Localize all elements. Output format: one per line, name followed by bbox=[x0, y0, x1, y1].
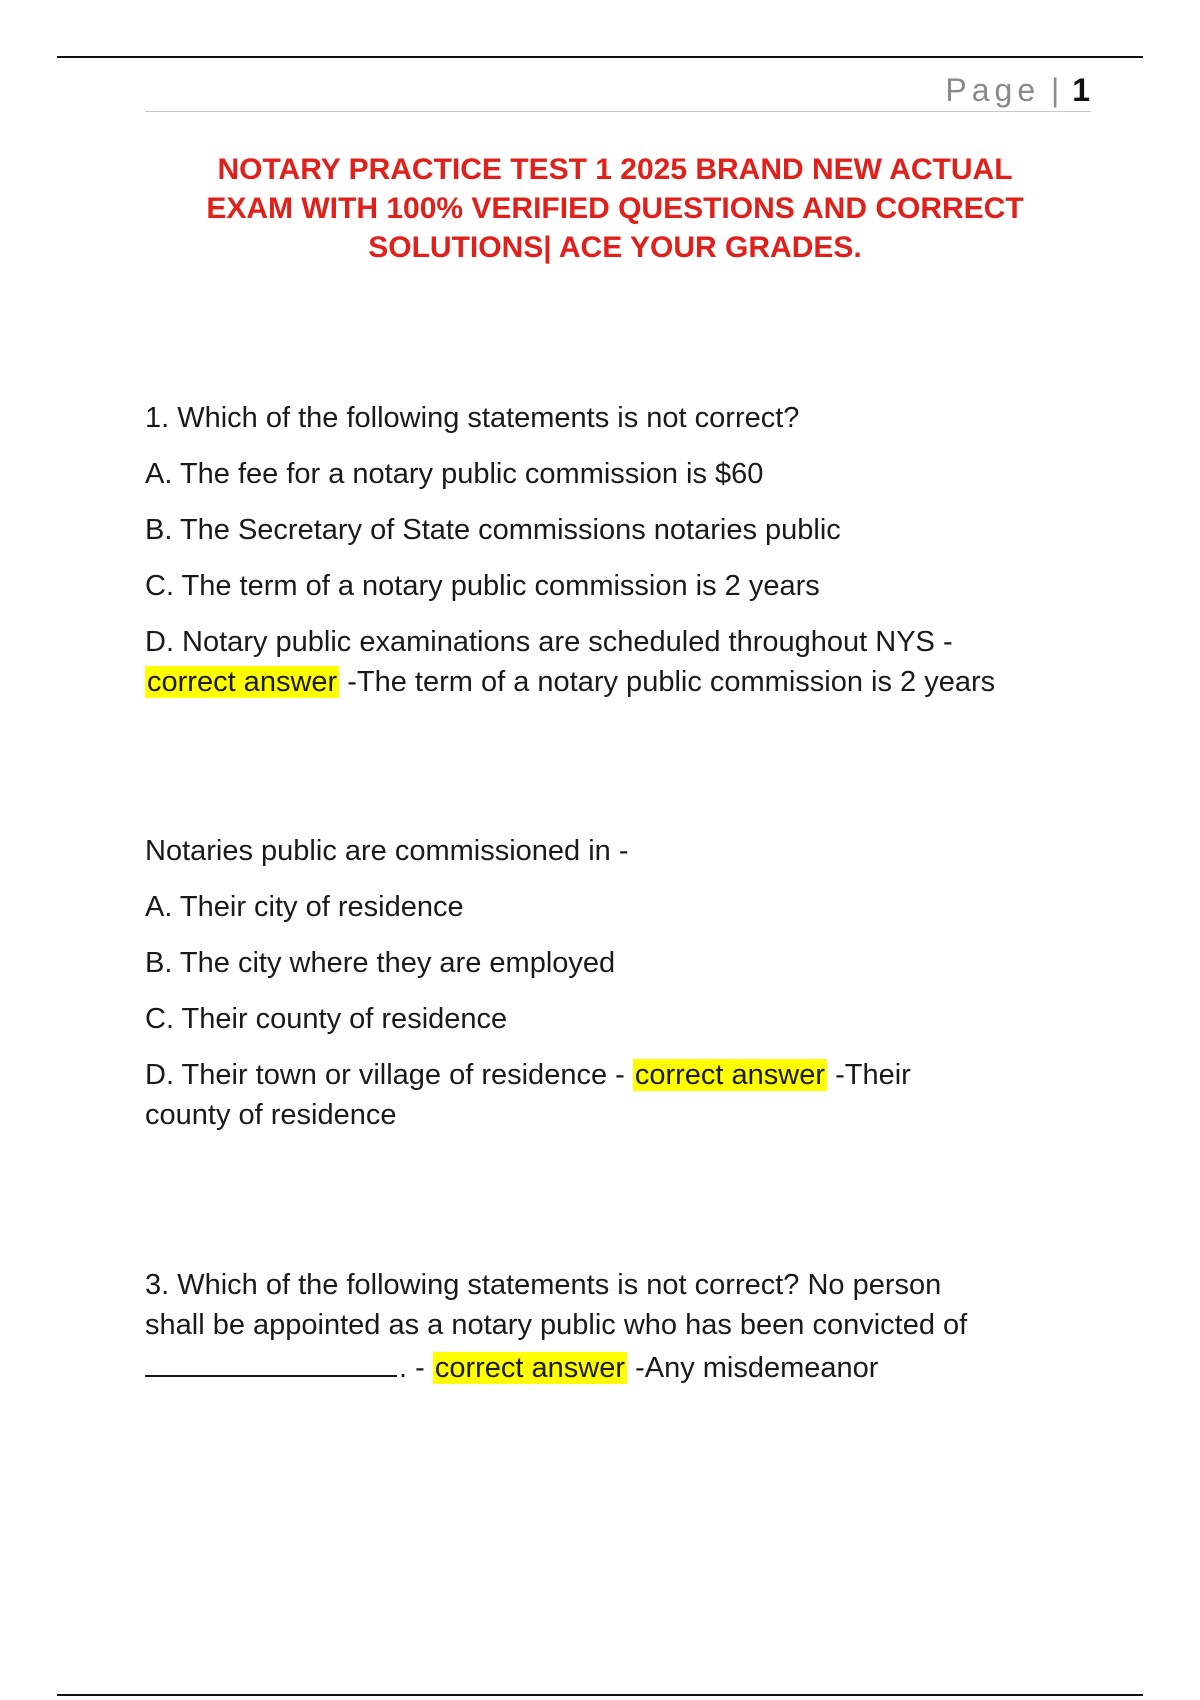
question-2-option-b: B. The city where they are employed bbox=[145, 947, 616, 979]
correct-answer-highlight: correct answer bbox=[147, 666, 338, 698]
title-line-3: SOLUTIONS| ACE YOUR GRADES. bbox=[368, 231, 862, 264]
question-3-blank-tail: . - bbox=[399, 1352, 425, 1384]
question-1-answer-line bbox=[145, 662, 1105, 702]
question-2-option-c: C. Their county of residence bbox=[145, 1003, 508, 1035]
fill-in-blank bbox=[145, 1345, 397, 1377]
question-2-option-d: D. Their town or village of residence - bbox=[145, 1059, 625, 1091]
page-separator: | bbox=[1051, 72, 1060, 108]
question-2-option-a: A. Their city of residence bbox=[145, 891, 464, 923]
question-1-option-a: A. The fee for a notary public commission is $60 bbox=[145, 458, 764, 490]
question-2-answer-start: -Their bbox=[835, 1059, 911, 1091]
correct-answer-highlight: correct answer bbox=[434, 1352, 626, 1384]
title-line-2: EXAM WITH 100% VERIFIED QUESTIONS AND CORRECT bbox=[206, 192, 1024, 225]
question-3-answer-line bbox=[145, 1345, 1105, 1385]
page-label: Page bbox=[945, 72, 1041, 108]
bottom-rule bbox=[57, 1694, 1143, 1696]
page-number-header bbox=[945, 72, 1090, 108]
question-3 bbox=[145, 1265, 1105, 1385]
header-divider bbox=[145, 111, 1091, 112]
question-2 bbox=[145, 831, 1105, 1135]
question-2-answer-end: county of residence bbox=[145, 1099, 397, 1131]
question-3-prompt-line-2: shall be appointed as a notary public who has been convicted of bbox=[145, 1309, 968, 1341]
top-rule bbox=[57, 56, 1143, 58]
page-number: 1 bbox=[1072, 72, 1090, 108]
question-3-prompt-line-1: 3. Which of the following statements is not correct? No person bbox=[145, 1269, 942, 1301]
question-1-option-c: C. The term of a notary public commission is 2 years bbox=[145, 570, 820, 602]
question-1 bbox=[145, 398, 1105, 702]
question-3-answer: -Any misdemeanor bbox=[635, 1352, 879, 1384]
question-1-prompt: 1. Which of the following statements is not correct? bbox=[145, 402, 800, 434]
title-line-1: NOTARY PRACTICE TEST 1 2025 BRAND NEW ACTUAL bbox=[217, 153, 1013, 186]
question-1-option-d: D. Notary public examinations are scheduled throughout NYS - bbox=[145, 626, 953, 658]
question-1-answer: -The term of a notary public commission is 2 years bbox=[347, 666, 996, 698]
document-title bbox=[145, 150, 1085, 267]
question-2-option-d-line bbox=[145, 1055, 1105, 1095]
question-2-prompt: Notaries public are commissioned in - bbox=[145, 835, 629, 867]
question-1-option-b: B. The Secretary of State commissions notaries public bbox=[145, 514, 841, 546]
correct-answer-highlight: correct answer bbox=[634, 1059, 826, 1091]
